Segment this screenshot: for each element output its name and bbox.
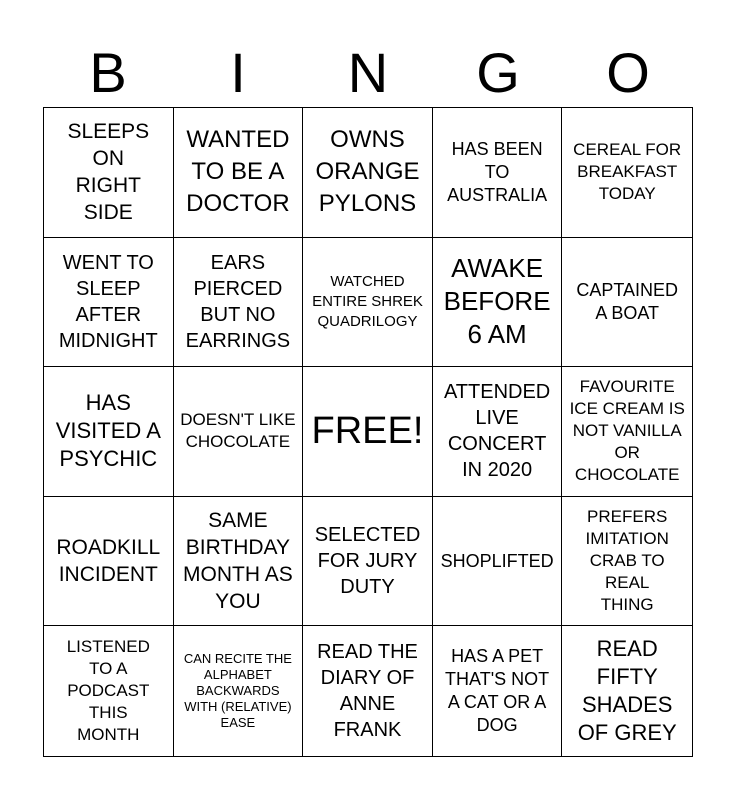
cell-text: WENT TO SLEEP AFTER MIDNIGHT [58,251,158,352]
bingo-cell[interactable] [303,626,433,756]
cell-text: HAS VISITED A PSYCHIC [55,390,161,472]
header-letter-b: B [89,41,127,104]
bingo-cell[interactable] [433,108,563,238]
cell-text: SAME BIRTHDAY MONTH AS YOU [183,509,293,614]
free-space-cell[interactable] [303,367,433,497]
cell-text: ROADKILL INCIDENT [56,536,161,587]
cell-text: WANTED TO BE A DOCTOR [186,126,290,218]
bingo-cell[interactable] [44,497,174,627]
cell-text: DOESN'T LIKE CHOCOLATE [180,410,296,452]
cell-text: FAVOURITE ICE CREAM IS NOT VANILLA OR CHOCOLATE [569,377,685,485]
bingo-cell[interactable] [174,238,304,368]
cell-text: SELECTED FOR JURY DUTY [314,524,421,599]
bingo-cell[interactable] [433,626,563,756]
bingo-cell[interactable] [44,238,174,368]
bingo-cell[interactable] [44,108,174,238]
cell-text: WATCHED ENTIRE SHREK QUADRILOGY [312,272,423,330]
header-letter-o: O [606,41,650,104]
free-space-text: FREE! [311,410,424,453]
bingo-cell[interactable] [174,626,304,756]
bingo-cell[interactable] [303,497,433,627]
bingo-cell[interactable] [562,367,692,497]
cell-text: EARS PIERCED BUT NO EARRINGS [185,251,291,352]
bingo-cell[interactable] [44,367,174,497]
cell-text: CEREAL FOR BREAKFAST TODAY [573,140,682,204]
bingo-cell[interactable] [433,497,563,627]
cell-text: CAN RECITE THE ALPHABET BACKWARDS WITH (RELATIVE) EASE [183,651,292,731]
cell-text: ATTENDED LIVE CONCERT IN 2020 [443,381,551,482]
bingo-cell[interactable] [433,238,563,368]
bingo-cell[interactable] [174,108,304,238]
cell-text: READ FIFTY SHADES OF GREY [577,636,677,746]
bingo-cell[interactable] [44,626,174,756]
cell-text: CAPTAINED A BOAT [576,279,679,323]
bingo-cell[interactable] [303,238,433,368]
bingo-header [43,40,693,106]
cell-text: READ THE DIARY OF ANNE FRANK [317,641,418,742]
cell-text: SLEEPS ON RIGHT SIDE [67,120,150,225]
header-letter-i: I [230,41,246,104]
bingo-cell[interactable] [433,367,563,497]
cell-text: AWAKE BEFORE 6 AM [443,253,551,350]
bingo-cell[interactable] [562,238,692,368]
bingo-cell[interactable] [174,367,304,497]
bingo-cell[interactable] [303,108,433,238]
cell-text: LISTENED TO A PODCAST THIS MONTH [66,637,150,745]
bingo-board [43,107,693,757]
cell-text: HAS A PET THAT'S NOT A CAT OR A DOG [445,646,550,736]
cell-text: OWNS ORANGE PYLONS [315,126,420,218]
bingo-cell[interactable] [562,626,692,756]
header-letter-g: G [476,41,520,104]
cell-text: HAS BEEN TO AUSTRALIA [447,138,548,205]
cell-text: PREFERS IMITATION CRAB TO REAL THING [585,507,669,615]
bingo-cell[interactable] [174,497,304,627]
header-letter-n: N [347,41,389,104]
cell-text: SHOPLIFTED [440,550,554,571]
bingo-cell[interactable] [562,497,692,627]
bingo-cell[interactable] [562,108,692,238]
